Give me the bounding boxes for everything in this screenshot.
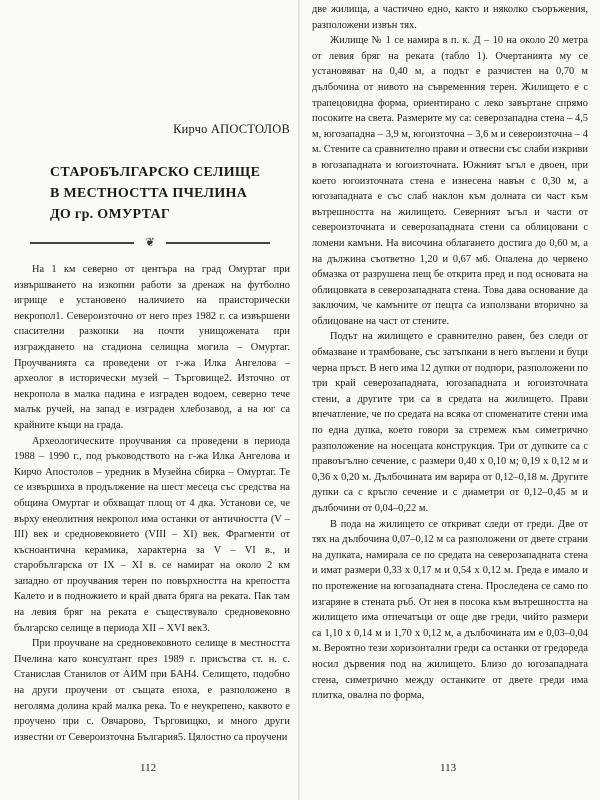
divider-line-left [30,242,134,244]
paragraph: На 1 км северно от центъра на град Омуртаг при извършването на изкопни работи за дренаж на футболно игрище е установено наличието на праисторически некропол1. Североизточно от него през 1982 г. са извършени спасителни разкопки на почти унищожената при изграждането на стадиона селищна могила – Омуртаг. Проучванията са проведени от г-жа Илка Ангелова – археолог в исторически музей – Търговище2. Източно от некропола в малка падина е изграден водоем, северно тече малък ручей, на запад е изграден хлебозавод, а на юг са крайните къщи на града. [14,264,290,431]
title-divider [30,235,270,249]
page-number-left: 112 [140,762,157,774]
author-name: Кирчо АПОСТОЛОВ [173,122,290,136]
left-body-text [14,262,290,745]
paragraph: две жилища, а частично едно, както и няколко съоръжения, разположени извън тях. [312,4,588,31]
right-page [300,0,600,800]
divider-flourish-icon: ❦ [144,235,156,249]
paragraph: В пода на жилището се откриват следи от греди. Две от тях на дълбочина 0,07–0,12 м са разположени от двете страни на дупката, намирала се по средата на северозападната стена и имат размери 0,33 х 0,17 м и 0,54 х 0,12 м. Греда е имало и по протежение на югозападната стена. Проследена се само по изгаряне в стената ръб. От нея в посока към вътрешността на жилището има отпечатъци от още две греди, чийто размери са 1,10 х 0,14 м и 1,70 х 0,12 м, а дълбочината им е 0,03–0,04 м. Вероятно тези хоризонтални греди са останки от гредореда носил дървения под на жилището. Близо до югозападната стена, симетрично между останките от двете греди има плитка, овална по форма, [312,518,588,702]
divider-line-right [166,242,270,244]
right-body-text [312,2,588,704]
title-line: СТАРОБЪЛГАРСКО СЕЛИЩЕ [50,165,261,180]
paragraph: Жилище № 1 се намира в п. к. Д – 10 на около 20 метра от левия бряг на реката (табло 1). Очертанията му се установяват на 0,40 м, а подът е разчистен на 0,70 м дълбочина от нивото на съвременния терен. Жилището е с трапецовидна форма, ориентирано с леко завъртане спрямо посоките на света. Размерите му са: северозападна стена – 4,5 м, югозападна – 3,9 м, югоизточна – 3,6 м и североизточна – 4 м. Стените са сравнително прави и отвесни със слаби изкриви в югозападната и югоизточната. Южният ъгъл е двоен, при което югоизточната стена е изнесена навън с 0,30 м, а югозападната е със слаб наклон към долната си част към вътрешността на жилището. Северният ъгъл и части от североизточната и северозападната стени са облицовани с ломени камъни. На височина облагането достига до 0,60 м, а на дължина съответно 1,20 и 0,67 м6. Опалена до червено обмазка от разрушена пещ бе открита пред и под основата на облицовката в северозападната стена. Това дава основание да заключим, че камъните от пещта са използвани вторично за облицоване на част от стените. [312,35,588,327]
paragraph: Подът на жилището е сравнително равен, без следи от обмазване и трамбоване, със затъпкани в него въглени и буци черна пръст. В него има 12 дупки от подпори, разположени по три край северозападната, югозападната и югоизточната стени, а другите три са в средата на жилището. Прави впечатление, че по средата на всяка от споменатите стени има по една дупка, което говори за стремеж към симетрично разположение на носещата конструкция. Три от дупките са с правоъгълно сечение, с размери 0,40 х 0,10 м; 0,19 х 0,12 м и 0,36 х 0,20 м. Дълбочината им варира от 0,12–0,18 м. Другите дупки са с кръгло сечение и с диаметри от 0,12–0,45 м и дълбочини от 0,04–0,22 м. [312,331,588,514]
title-line: ДО гр. ОМУРТАГ [50,207,171,222]
paragraph: Археологическите проучвания са проведени в периода 1988 – 1990 г., под ръководството на г-жа Илка Ангелова и Кирчо Апостолов – уредник в Музейна сбирка – Омуртаг. Те се извършиха в продължение на шест месеца със средства на община Омуртаг и обхващат площ от 4 дка. Установи се, че върху енеолитния некропол има останки от античността (V – III) век и средновековието (VIII – XI) век. Фрагменти от късноантична керамика, характерна за V – VI в., и старобългарска от IX – XI в. се намират на около 2 км западно от проучвания терен по повърхността на крепостта Калето и в подножието и край двата бряга на реката. Пак там на левия бряг на реката е съществувало средновековно българско селище в периода XII – XVI век3. [14,435,290,634]
paragraph: При проучване на средновековното селище в местността Пчелина като консултант през 1989 г. присъства ст. н. с. Станислав Станилов от АИМ при БАН4. Селището, подобно на други проучени от същата епоха, е разположено в неголяма долина край малка река. То е неукрепено, каквото е проучено при с. Овчарово, Търговищко, и много други известни от Североизточна България5. Цялостно са проучени [14,638,290,743]
title-line: В МЕСТНОСТТА ПЧЕЛИНА [50,186,248,201]
article-title [50,162,261,225]
page-number-right: 113 [440,762,457,774]
